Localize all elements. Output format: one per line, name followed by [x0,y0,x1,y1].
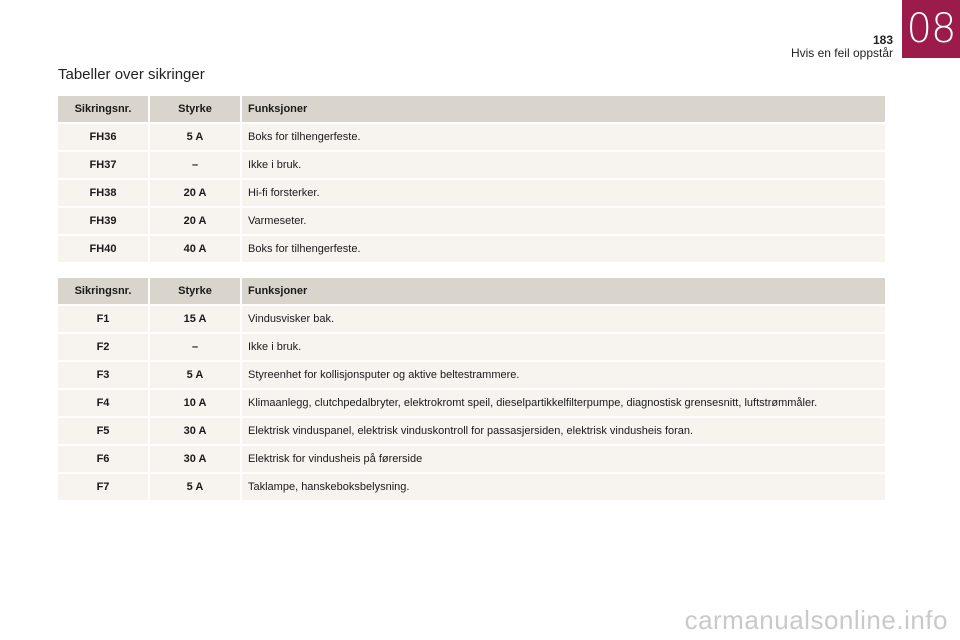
fuse-function: Taklampe, hanskeboksbelysning. [242,474,885,500]
fuse-rating: 30 A [150,418,242,444]
column-header-rating: Styrke [150,96,242,122]
fuse-number: F2 [58,334,150,360]
section-title: Hvis en feil oppstår [790,46,893,60]
table-header-row [58,278,885,304]
fuse-number: FH40 [58,236,150,262]
table-row [58,362,885,388]
fuse-number: F1 [58,306,150,332]
fuse-number: F6 [58,446,150,472]
fuse-function: Hi-fi forsterker. [242,180,885,206]
fuse-rating: 5 A [150,362,242,388]
fuse-rating: 10 A [150,390,242,416]
table-row [58,208,885,234]
table-row [58,306,885,332]
table-row [58,236,885,262]
fuse-function: Klimaanlegg, clutchpedalbryter, elektrokromt speil, dieselpartikkelfilterpumpe, diagnostisk grensesnitt, luftstrømmåler. [242,390,885,416]
fuse-table-1 [58,94,885,264]
fuse-rating: 20 A [150,208,242,234]
fuse-number: F7 [58,474,150,500]
page-number: 183 [872,33,893,47]
fuse-number: FH39 [58,208,150,234]
column-header-fuse-number: Sikringsnr. [58,96,150,122]
fuse-rating: 30 A [150,446,242,472]
fuse-function: Ikke i bruk. [242,152,885,178]
fuse-function: Elektrisk vinduspanel, elektrisk vinduskontroll for passasjersiden, elektrisk vindusheis foran. [242,418,885,444]
table-row [58,152,885,178]
fuse-rating: 5 A [150,124,242,150]
fuse-function: Varmeseter. [242,208,885,234]
table-row [58,390,885,416]
fuse-number: F4 [58,390,150,416]
fuse-rating: – [150,152,242,178]
table-row [58,124,885,150]
watermark: carmanualsonline.info [684,605,948,635]
column-header-functions: Funksjoner [242,278,885,304]
fuse-function: Boks for tilhengerfeste. [242,236,885,262]
fuse-number: F3 [58,362,150,388]
fuse-number: FH36 [58,124,150,150]
column-header-functions: Funksjoner [242,96,885,122]
fuse-rating: – [150,334,242,360]
fuse-function: Vindusvisker bak. [242,306,885,332]
fuse-rating: 5 A [150,474,242,500]
chapter-tab: 08 [902,0,960,58]
column-header-rating: Styrke [150,278,242,304]
page-title: Tabeller over sikringer [58,66,205,83]
fuse-function: Styreenhet for kollisjonsputer og aktive beltestrammere. [242,362,885,388]
fuse-function: Boks for tilhengerfeste. [242,124,885,150]
fuse-rating: 15 A [150,306,242,332]
table-row [58,180,885,206]
table-row [58,474,885,500]
fuse-number: FH38 [58,180,150,206]
fuse-rating: 20 A [150,180,242,206]
table-header-row [58,96,885,122]
column-header-fuse-number: Sikringsnr. [58,278,150,304]
table-row [58,334,885,360]
fuse-function: Ikke i bruk. [242,334,885,360]
fuse-number: F5 [58,418,150,444]
fuse-rating: 40 A [150,236,242,262]
fuse-number: FH37 [58,152,150,178]
table-row [58,446,885,472]
table-row [58,418,885,444]
fuse-table-2 [58,276,885,502]
fuse-function: Elektrisk for vindusheis på førerside [242,446,885,472]
